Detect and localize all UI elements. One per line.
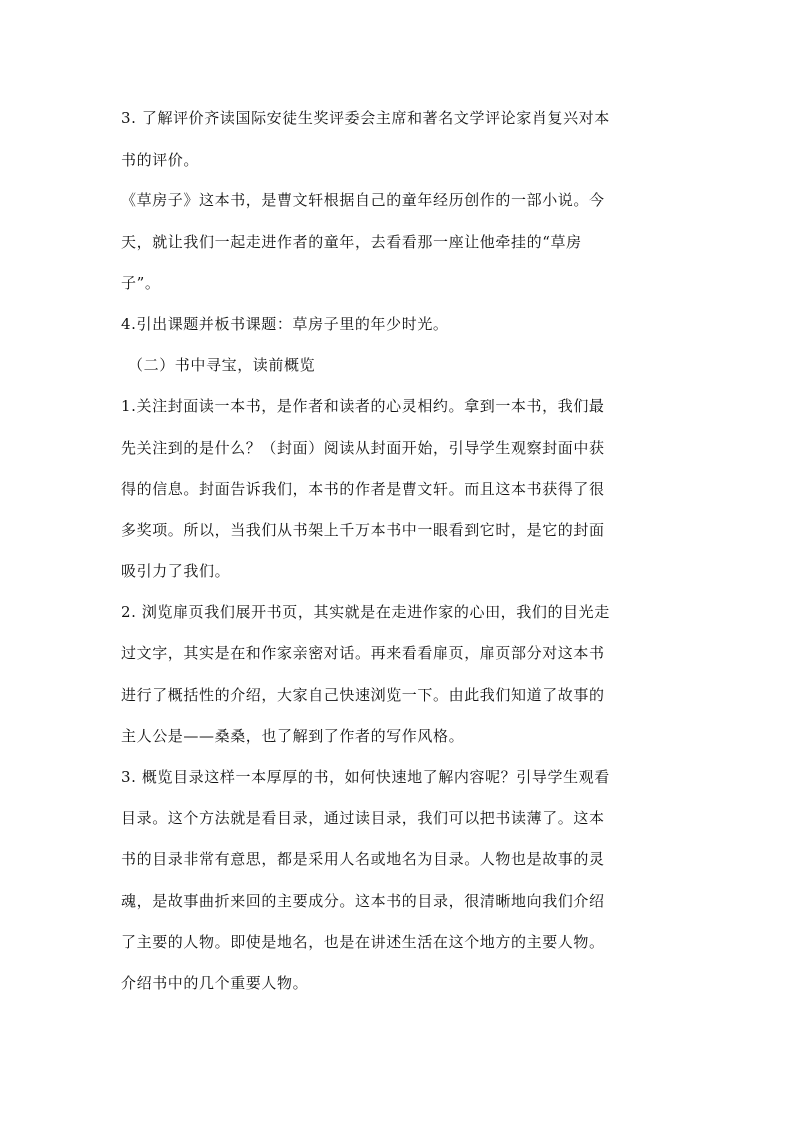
text-line: 介绍书中的几个重要人物。 xyxy=(121,974,309,992)
text-line: 吸引力了我们。 xyxy=(121,562,231,580)
text-line: 了主要的人物。即使是地名，也是在讲述生活在这个地方的主要人物。 xyxy=(121,933,605,951)
text-line: 先关注到的是什么？（封面）阅读从封面开始，引导学生观察封面中获 xyxy=(121,439,605,457)
text-line: 过文字，其实是在和作家亲密对话。再来看看扉页，扉页部分对这本书 xyxy=(121,644,605,662)
section-heading: （二）书中寻宝，读前概览 xyxy=(128,356,316,374)
text-line: 3. 概览目录这样一本厚厚的书，如何快速地了解内容呢？引导学生观看 xyxy=(121,768,610,786)
text-line: 目录。这个方法就是看目录，通过读目录，我们可以把书读薄了。这本 xyxy=(121,809,605,827)
text-line: 书的目录非常有意思，都是采用人名或地名为目录。人物也是故事的灵 xyxy=(121,850,605,868)
text-line: 天，就让我们一起走进作者的童年，去看看那一座让他牵挂的“草房 xyxy=(121,233,582,251)
text-line: 魂，是故事曲折来回的主要成分。这本书的目录，很清晰地向我们介绍 xyxy=(121,892,605,910)
text-line: 进行了概括性的介绍，大家自己快速浏览一下。由此我们知道了故事的 xyxy=(121,686,605,704)
text-line: 3. 了解评价齐读国际安徒生奖评委会主席和著名文学评论家肖复兴对本 xyxy=(121,109,610,127)
text-line: 主人公是——桑桑，也了解到了作者的写作风格。 xyxy=(121,727,465,745)
text-line: 得的信息。封面告诉我们，本书的作者是曹文轩。而且这本书获得了很 xyxy=(121,480,605,498)
section-step-heading: 4.引出课题并板书课题：草房子里的年少时光。 xyxy=(121,315,449,333)
text-line: 1.关注封面读一本书，是作者和读者的心灵相约。拿到一本书，我们最 xyxy=(121,397,605,415)
text-line: 子”。 xyxy=(121,274,161,292)
text-line: 2. 浏览扉页我们展开书页，其实就是在走进作家的心田，我们的目光走 xyxy=(121,603,610,621)
text-line: 书的评价。 xyxy=(121,151,200,169)
text-line: 《草房子》这本书，是曹文轩根据自己的童年经历创作的一部小说。今 xyxy=(121,191,605,209)
text-line: 多奖项。所以，当我们从书架上千万本书中一眼看到它时，是它的封面 xyxy=(121,521,605,539)
